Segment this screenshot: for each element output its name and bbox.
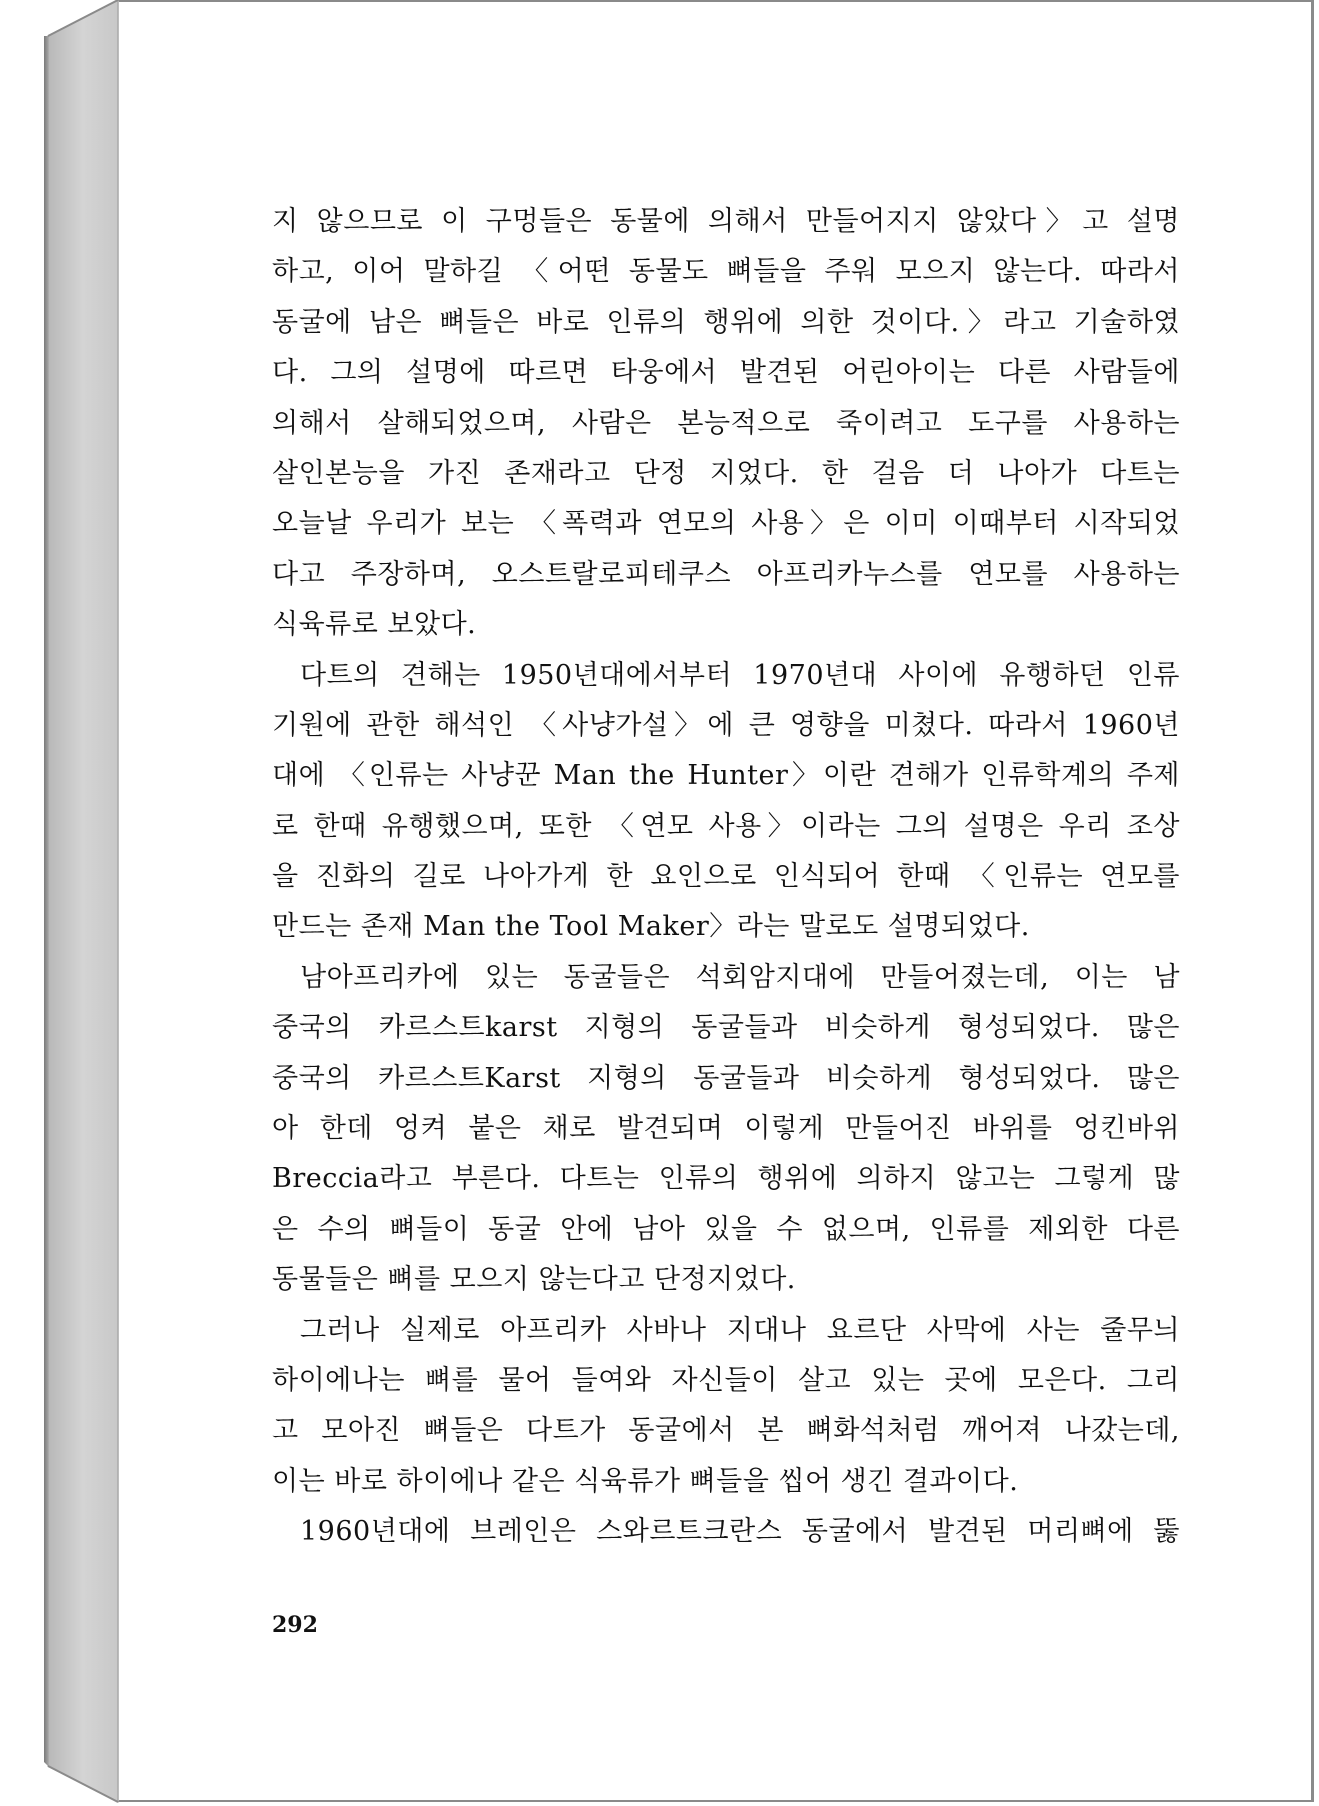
text-line: 식육류로 보았다. <box>272 609 477 641</box>
body-text <box>272 197 1180 1558</box>
text-line: 오늘날 우리가 보는 〈폭력과 연모의 사용〉은 이미 이때부터 시작되었 <box>272 508 1180 540</box>
page-number: 292 <box>272 1612 318 1638</box>
text-line: 지 않으므로 이 구멍들은 동물에 의해서 만들어지지 않았다〉고 설명 <box>272 206 1180 237</box>
text-line: 살인본능을 가진 존재라고 단정 지었다. 한 걸음 더 나아가 다트는 <box>272 457 1180 489</box>
text-line: 동물들은 뼈를 모으지 않는다고 단정지었다. <box>272 1264 796 1296</box>
text-line: 로 한때 유행했으며, 또한 〈연모 사용〉이라는 그의 설명은 우리 조상 <box>272 810 1180 842</box>
text-line: 1960년대에 브레인은 스와르트크란스 동굴에서 발견된 머리뼈에 뚫 <box>300 1516 1180 1548</box>
text-line: 하이에나는 뼈를 물어 들여와 자신들이 살고 있는 곳에 모은다. 그리 <box>272 1364 1180 1396</box>
text-line: 고 모아진 뼈들은 다트가 동굴에서 본 뼈화석처럼 깨어져 나갔는데, <box>272 1415 1180 1447</box>
text-line: 동굴에 남은 뼈들은 바로 인류의 행위에 의한 것이다.〉라고 기술하였 <box>272 306 1180 338</box>
text-line: Breccia라고 부른다. 다트는 인류의 행위에 의하지 않고는 그렇게 많 <box>272 1163 1180 1195</box>
text-line: 대에 〈인류는 사냥꾼 Man the Hunter〉이란 견해가 인류학계의 주제 <box>272 760 1180 792</box>
text-line: 의해서 살해되었으며, 사람은 본능적으로 죽이려고 도구를 사용하는 <box>272 407 1180 439</box>
text-line: 아 한데 엉켜 붙은 채로 발견되며 이렇게 만들어진 바위를 엉킨바위 <box>272 1113 1180 1145</box>
text-line: 중국의 카르스트Karst 지형의 동굴들과 비슷하게 형성되었다. 많은 <box>272 1062 1180 1094</box>
text-line: 기원에 관한 해석인 〈사냥가설〉에 큰 영향을 미쳤다. 따라서 1960년 <box>272 709 1180 741</box>
text-line: 은 수의 뼈들이 동굴 안에 남아 있을 수 없으며, 인류를 제외한 다른 <box>272 1213 1180 1245</box>
text-line: 다고 주장하며, 오스트랄로피테쿠스 아프리카누스를 연모를 사용하는 <box>272 558 1180 590</box>
text-line: 중국의 카르스트karst 지형의 동굴들과 비슷하게 형성되었다. 많은 <box>272 1012 1180 1044</box>
text-line: 만드는 존재 Man the Tool Maker〉라는 말로도 설명되었다. <box>272 911 1030 943</box>
text-line: 하고, 이어 말하길 〈어떤 동물도 뼈들을 주워 모으지 않는다. 따라서 <box>272 256 1180 288</box>
text-line: 을 진화의 길로 나아가게 한 요인으로 인식되어 한때 〈인류는 연모를 <box>272 861 1180 893</box>
text-line: 이는 바로 하이에나 같은 식육류가 뼈들을 씹어 생긴 결과이다. <box>272 1465 1019 1497</box>
text-line: 다. 그의 설명에 따르면 타웅에서 발견된 어린아이는 다른 사람들에 <box>272 357 1180 389</box>
text-line: 남아프리카에 있는 동굴들은 석회암지대에 만들어졌는데, 이는 남 <box>300 961 1180 993</box>
text-line: 다트의 견해는 1950년대에서부터 1970년대 사이에 유행하던 인류 <box>300 659 1180 691</box>
text-line: 그러나 실제로 아프리카 사바나 지대나 요르단 사막에 사는 줄무늬 <box>300 1314 1180 1346</box>
